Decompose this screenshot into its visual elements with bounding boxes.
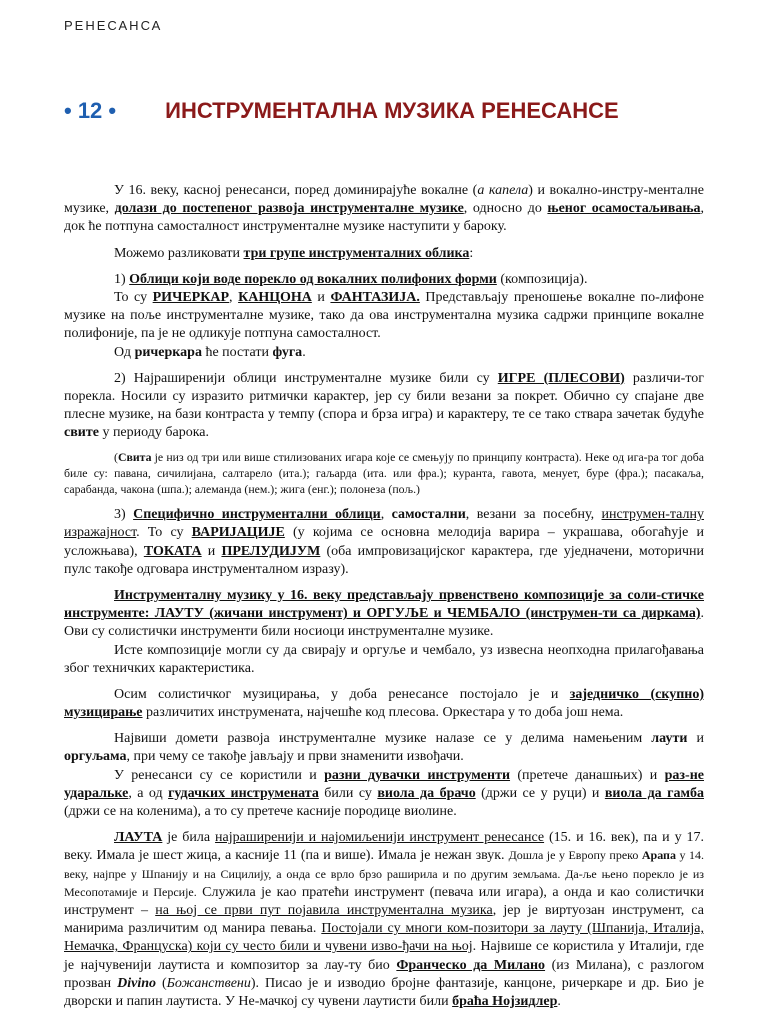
text-run: РИЧЕРКАР — [152, 289, 230, 305]
text-run: Инструменталну музику у 16. веку представљају првенствено композиције за соли-стичке инструменте: ЛАУТУ (жичани инструмент) и ОРГУЉЕ и ЧЕМБАЛО (инструмен-ти са диркама) — [64, 587, 704, 622]
text-run: 1) — [114, 271, 130, 287]
text-run: У 16. веку, касној ренесанси, поред доминирајуће вокалне ( — [114, 183, 478, 198]
paragraph — [64, 642, 704, 678]
text-run: Служила је као пратећи инструмент (певача или игара), а онда и као солистички инструмент – — [64, 884, 704, 918]
paragraph — [64, 450, 704, 498]
text-run: самостални — [391, 507, 466, 523]
text-run: , — [380, 507, 392, 523]
paragraph — [64, 829, 704, 1011]
text-run: у 14. веку, најпре у Шпанију и на Сицилију, а онда се врло брзо раширила и по другим земљама. Да-ље њено порекло је из Месопотамије и Персије. — [64, 848, 704, 899]
text-run: 2) Најраширенији облици инструменталне музике били су — [114, 370, 498, 386]
text-run: у периоду барока. — [98, 425, 209, 441]
text-run: виола да брачо — [377, 785, 476, 801]
chapter-title: ИНСТРУМЕНТАЛНА МУЗИКА РЕНЕСАНСЕ — [165, 98, 619, 123]
text-run: разни дувачки инструменти — [324, 767, 511, 783]
text-run: ТОКАТА — [143, 543, 202, 559]
text-run: (у којима се основна мелодија варира – украшава, обогаћује и усложњава), — [64, 525, 704, 559]
text-run: , односно до — [463, 201, 548, 217]
paragraph — [64, 182, 704, 237]
text-run: Постојали су многи ком-позитори за лауту (Шпанија, Италија, Немачка, Француска) који су често били и чувени изво-ђачи на њој — [64, 921, 704, 955]
paragraph — [64, 506, 704, 579]
text-run: . То су — [136, 525, 192, 541]
text-run: . — [302, 344, 306, 360]
text-run: ВАРИЈАЦИЈЕ — [191, 525, 285, 541]
text-run: браћа Нојзидлер — [452, 993, 558, 1009]
text-run: Облици који воде порекло од вокалних полифоних форми — [129, 271, 497, 287]
text-run: њеног осамостаљивања — [547, 201, 701, 217]
text-run: је низ од три или више стилизованих игара које се смењују по принципу контраста). Неке од ига-ра тог доба биле су: павана, сичилијана, салтарело (ита.); гаљарда (ита. или фра.); куранта, гавота, менует, буре (фра.); пасакаља, сарабанда, чакона (шпа.); алеманда (нем.); жига (енг.); полонеза (пољ.) — [64, 450, 704, 497]
text-run: лаути — [651, 731, 688, 747]
text-run: (претече данашњих) и — [510, 767, 665, 783]
text-run: , — [229, 289, 239, 305]
text-run: : — [469, 245, 474, 261]
text-run: ( — [114, 450, 118, 465]
text-run: виола да гамба — [604, 785, 705, 801]
text-run: Divino — [117, 975, 156, 991]
running-header: РЕНЕСАНСА — [64, 18, 163, 33]
text-run: различи-тог порекла. Носили су изразито ритмички карактер, јер су били везани за покрет. Обично су спајане две плесне музике, на бази контраста у темпу (спора и брза игра) и карактеру, те се тако ствара зачетак будуће — [64, 370, 705, 423]
text-run: три групе инструменталних облика — [243, 245, 470, 261]
text-run: (композиција). — [496, 271, 588, 287]
text-run: је била — [162, 830, 216, 846]
paragraph — [64, 344, 704, 362]
body-text — [64, 182, 704, 1011]
text-run: а капела — [477, 183, 529, 198]
text-run: , док ће потпуна самосталност инструменталне музике наступити у бароку. — [64, 201, 704, 235]
text-run: Свита — [117, 450, 152, 465]
text-run: ће постати — [201, 344, 273, 360]
text-run: и — [687, 731, 704, 747]
paragraph — [64, 245, 704, 263]
text-run: 3) — [114, 507, 134, 523]
text-run: (оба импровизацијског карактера, где уједначени, моторични пулс такође одговара инструменталном изразу). — [64, 543, 704, 577]
text-run: Осим солистичког музицирања, у доба ренесансе постојало је и — [114, 686, 570, 702]
text-run: Дошла је у Европу преко — [508, 848, 642, 863]
text-run: ФАНТАЗИЈА. — [330, 289, 420, 305]
text-run: ( — [156, 975, 167, 991]
paragraph — [64, 370, 704, 443]
text-run: различитих инструмената, најчешће код плесова. Оркестара у то доба још нема. — [142, 705, 624, 721]
text-run: Можемо разликовати — [114, 245, 244, 261]
text-run: Арапа — [641, 848, 676, 863]
text-run: . Ови су солистички инструменти били носиоци инструменталне музике. — [64, 606, 704, 640]
text-run: раз-не ударальке — [64, 767, 704, 801]
text-run: Специфично инструментални облици — [133, 507, 381, 523]
paragraph — [64, 271, 704, 289]
text-run: (из Милана), с разлогом прозван — [64, 957, 704, 991]
text-run: Представљају преношење вокалне по-лифоне музике на поље инструменталне музике, тако да ова инструментална музика садржи принципе вокалне полифоније, па је не одликује потпуна самосталност. — [64, 289, 705, 342]
text-run: Највиши домети развоја инструменталне музике налазе се у делима намењеним — [114, 731, 652, 747]
text-run: У ренесанси су се користили и — [114, 767, 325, 783]
text-run: , при чему се такође јављају и први знаменити извођачи. — [126, 749, 464, 765]
paragraph — [64, 587, 704, 642]
text-run: и — [311, 289, 331, 305]
text-run: били су — [318, 785, 378, 801]
chapter-number: • 12 • — [64, 98, 117, 123]
text-run: и — [201, 543, 222, 559]
text-run: Од — [114, 344, 135, 360]
text-run: КАНЦОНА — [238, 289, 312, 305]
text-run: оргуљама — [64, 749, 127, 765]
text-run: ИГРЕ (ПЛЕСОВИ) — [497, 370, 625, 386]
text-run: Исте композиције могли су да свирају и оргуље и чембало, уз извесна неопходна прилагођавања због техничких карактеристика. — [64, 642, 704, 676]
text-run: ЛАУТА — [114, 830, 163, 846]
text-run: долази до постепеног развоја инструменталне музике — [114, 201, 464, 217]
paragraph — [64, 686, 704, 722]
text-run: Божанствени — [166, 975, 251, 991]
text-run: ричеркара — [134, 344, 202, 360]
text-run: свите — [64, 425, 99, 441]
text-run: ). Писао је и изводио бројне фантазије, канцоне, ричеркаре и др. Био је дворски и папин лаутиста. У Не-мачкој су чувени лаутисти били — [64, 975, 705, 1009]
paragraph — [64, 730, 704, 766]
text-run: заједничко (скупно) музицирање — [64, 686, 704, 721]
text-run: , јер је виртуозан инструмент, са манирима различитим од манира певања. — [64, 902, 704, 937]
text-run: (држи се на коленима), а то су претече касније породице виолине. — [64, 804, 457, 820]
text-run: ) и вокално-инстру-менталне музике, — [64, 183, 704, 217]
text-run: . — [557, 993, 561, 1009]
text-run: , а од — [128, 785, 169, 801]
text-run: (15. и 16. век), па и у 17. веку. Имала је шест жица, а касније 11 (па и више). Имала је нежан звук. — [64, 830, 705, 864]
text-run: најраширенији и најомиљенији инструмент ренесансе — [215, 830, 545, 846]
text-run: ПРЕЛУДИЈУМ — [221, 543, 321, 559]
text-run: фуга — [272, 344, 303, 360]
chapter-heading — [64, 98, 619, 124]
text-run: на њој се први пут појавила инструментална музика — [155, 902, 493, 918]
text-run: инструмен-талну изражајност — [64, 507, 704, 541]
text-run: (држи се у руци) и — [475, 785, 605, 801]
text-run: То су — [114, 289, 153, 305]
text-run: . Највише се користила у Италији, где је најчувенији лаутиста и композитор за лау-ту био — [64, 939, 704, 973]
paragraph — [64, 289, 704, 344]
text-run: , везани за посебну, — [465, 507, 602, 523]
paragraph — [64, 767, 704, 822]
text-run: Франческо да Милано — [396, 957, 546, 973]
text-run: гудачких инструмената — [168, 785, 319, 801]
